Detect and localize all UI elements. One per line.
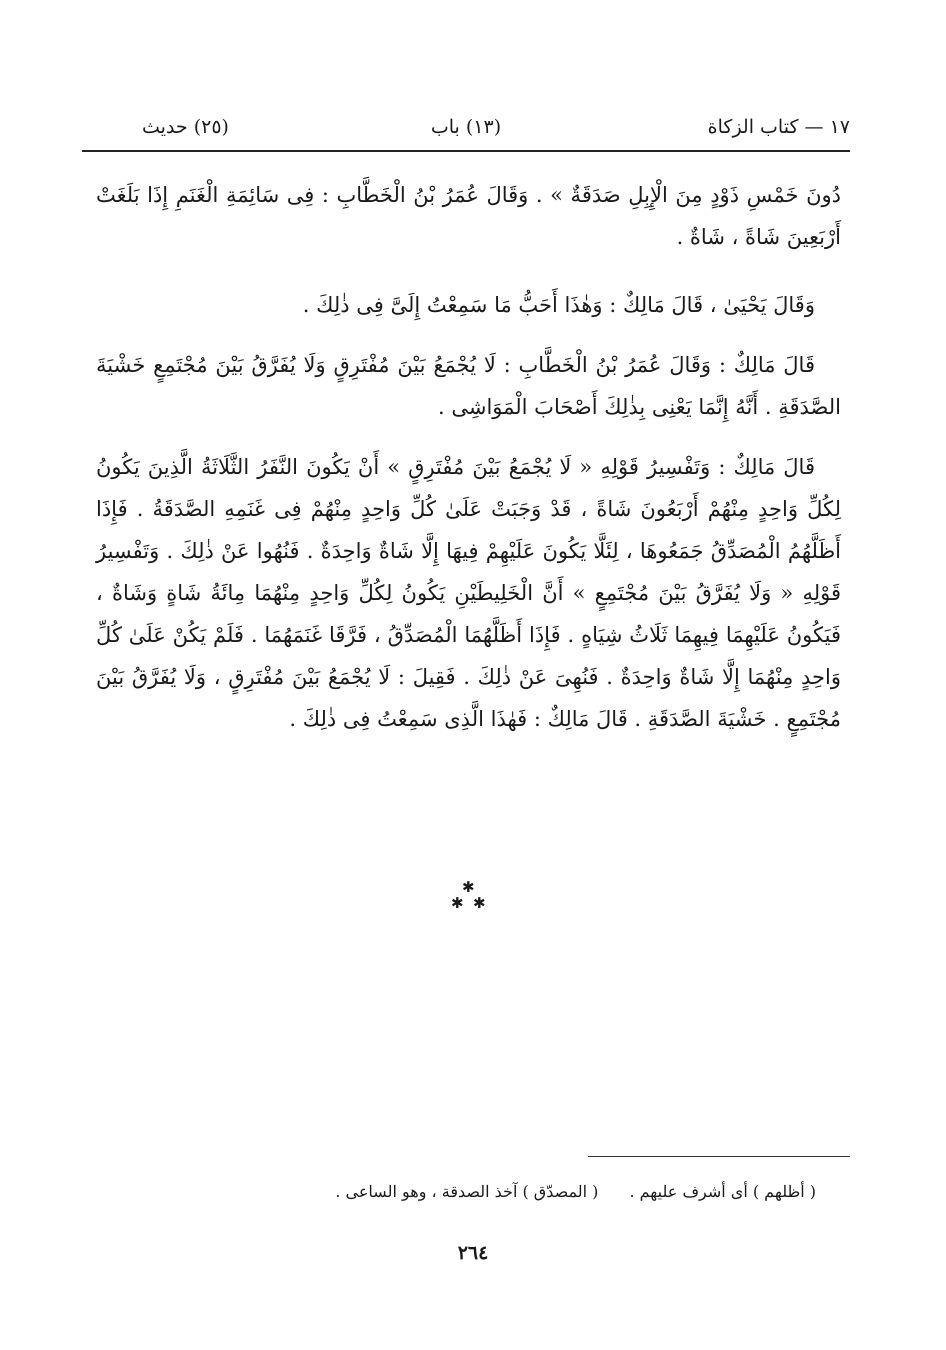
footnote-rule (588, 1156, 850, 1157)
paragraph-3-text: قَالَ مَالِكٌ : وَقَالَ عُمَرُ بْنُ الْخَطَّابِ : لَا يُجْمَعُ بَيْنَ مُفْتَرِقٍ وَلَا يُفَرَّقُ بَيْنَ مُجْتَمِعٍ خَشْيَةَ الصَّدَقَةِ . أَنَّهُ إِنَّمَا يَعْنِى بِذٰلِكَ أَصْحَابَ الْمَوَاشِى . (96, 353, 841, 419)
separator-star: ✱ (473, 894, 486, 912)
footnote-2: ( المصدّق ) آخذ الصدقة ، وهو الساعى . (335, 1182, 599, 1201)
footnote-1: ( أظلهم ) أى أشرف عليهم . (629, 1182, 816, 1201)
header-hadith-number: (٢٥) حديث (142, 116, 229, 138)
header-chapter-title: ١٧ — كتاب الزكاة (707, 116, 850, 138)
paragraph-4 (96, 446, 841, 740)
separator-star: ✱ (451, 894, 464, 912)
page-number: ٢٦٤ (457, 1242, 489, 1264)
paragraph-3 (96, 344, 841, 428)
footnotes (256, 1182, 816, 1201)
header-rule (82, 150, 850, 152)
running-header (82, 112, 850, 146)
paragraph-1: دُونَ خَمْسِ ذَوْدٍ مِنَ الْإِبِلِ صَدَقَةٌ » . وَقَالَ عُمَرُ بْنُ الْخَطَّابِ : فِى سَائِمَةِ الْغَنَمِ إِذَا بَلَغَتْ أَرْبَعِينَ شَاةً ، شَاةٌ . (96, 183, 841, 249)
header-section-number: (١٣) باب (430, 116, 502, 138)
paragraph-4-text: قَالَ مَالِكٌ : وَتَفْسِيرُ قَوْلِهِ « لَا يُجْمَعُ بَيْنَ مُفْتَرِقٍ » أَنْ يَكُونَ النَّفَرُ الثَّلَاثَةُ الَّذِينَ يَكُونُ لِكُلِّ وَاحِدٍ مِنْهُمْ أَرْبَعُونَ شَاةً ، قَدْ وَجَبَتْ عَلَىٰ كُلِّ وَاحِدٍ مِنْهُمْ فِى غَنَمِهِ الصَّدَقَةُ . فَإِذَا أَظَلَّهُمُ الْمُصَدِّقُ جَمَعُوهَا ، لِئَلَّا يَكُونَ عَلَيْهِمْ فِيهَا إِلَّا شَاةٌ وَاحِدَةٌ . فَنُهُوا عَنْ ذٰلِكَ . وَتَفْسِيرُ قَوْلِهِ « وَلَا يُفَرَّقُ بَيْنَ مُجْتَمِعٍ » أَنَّ الْخَلِيطَيْنِ يَكُونُ لِكُلِّ وَاحِدٍ مِنْهُمَا مِائَةُ شَاةٍ وَشَاةٌ ، فَيَكُونُ عَلَيْهِمَا فِيهِمَا ثَلَاثُ شِيَاهٍ . فَإِذَا أَظَلَّهُمَا الْمُصَدِّقُ ، فَرَّقَا غَنَمَهُمَا . فَلَمْ يَكُنْ عَلَىٰ كُلِّ وَاحِدٍ مِنْهُمَا إِلَّا شَاةٌ وَاحِدَةٌ . فَنُهِىَ عَنْ ذٰلِكَ . فَقِيلَ : لَا يُجْمَعُ بَيْنَ مُفْتَرِقٍ ، وَلَا يُفَرَّقُ بَيْنَ مُجْتَمِعٍ . خَشْيَةَ الصَّدَقَةِ . قَالَ مَالِكٌ : فَهٰذَا الَّذِى سَمِعْتُ فِى ذٰلِكَ . (96, 455, 841, 731)
paragraph-2 (96, 284, 841, 326)
main-text (96, 174, 841, 758)
separator-star: ✱ (462, 878, 475, 896)
paragraph-2-text: وَقَالَ يَحْيَىٰ ، قَالَ مَالِكٌ : وَهٰذَا أَحَبُّ مَا سَمِعْتُ إِلَىَّ فِى ذٰلِكَ . (302, 293, 815, 317)
section-separator (448, 880, 488, 920)
